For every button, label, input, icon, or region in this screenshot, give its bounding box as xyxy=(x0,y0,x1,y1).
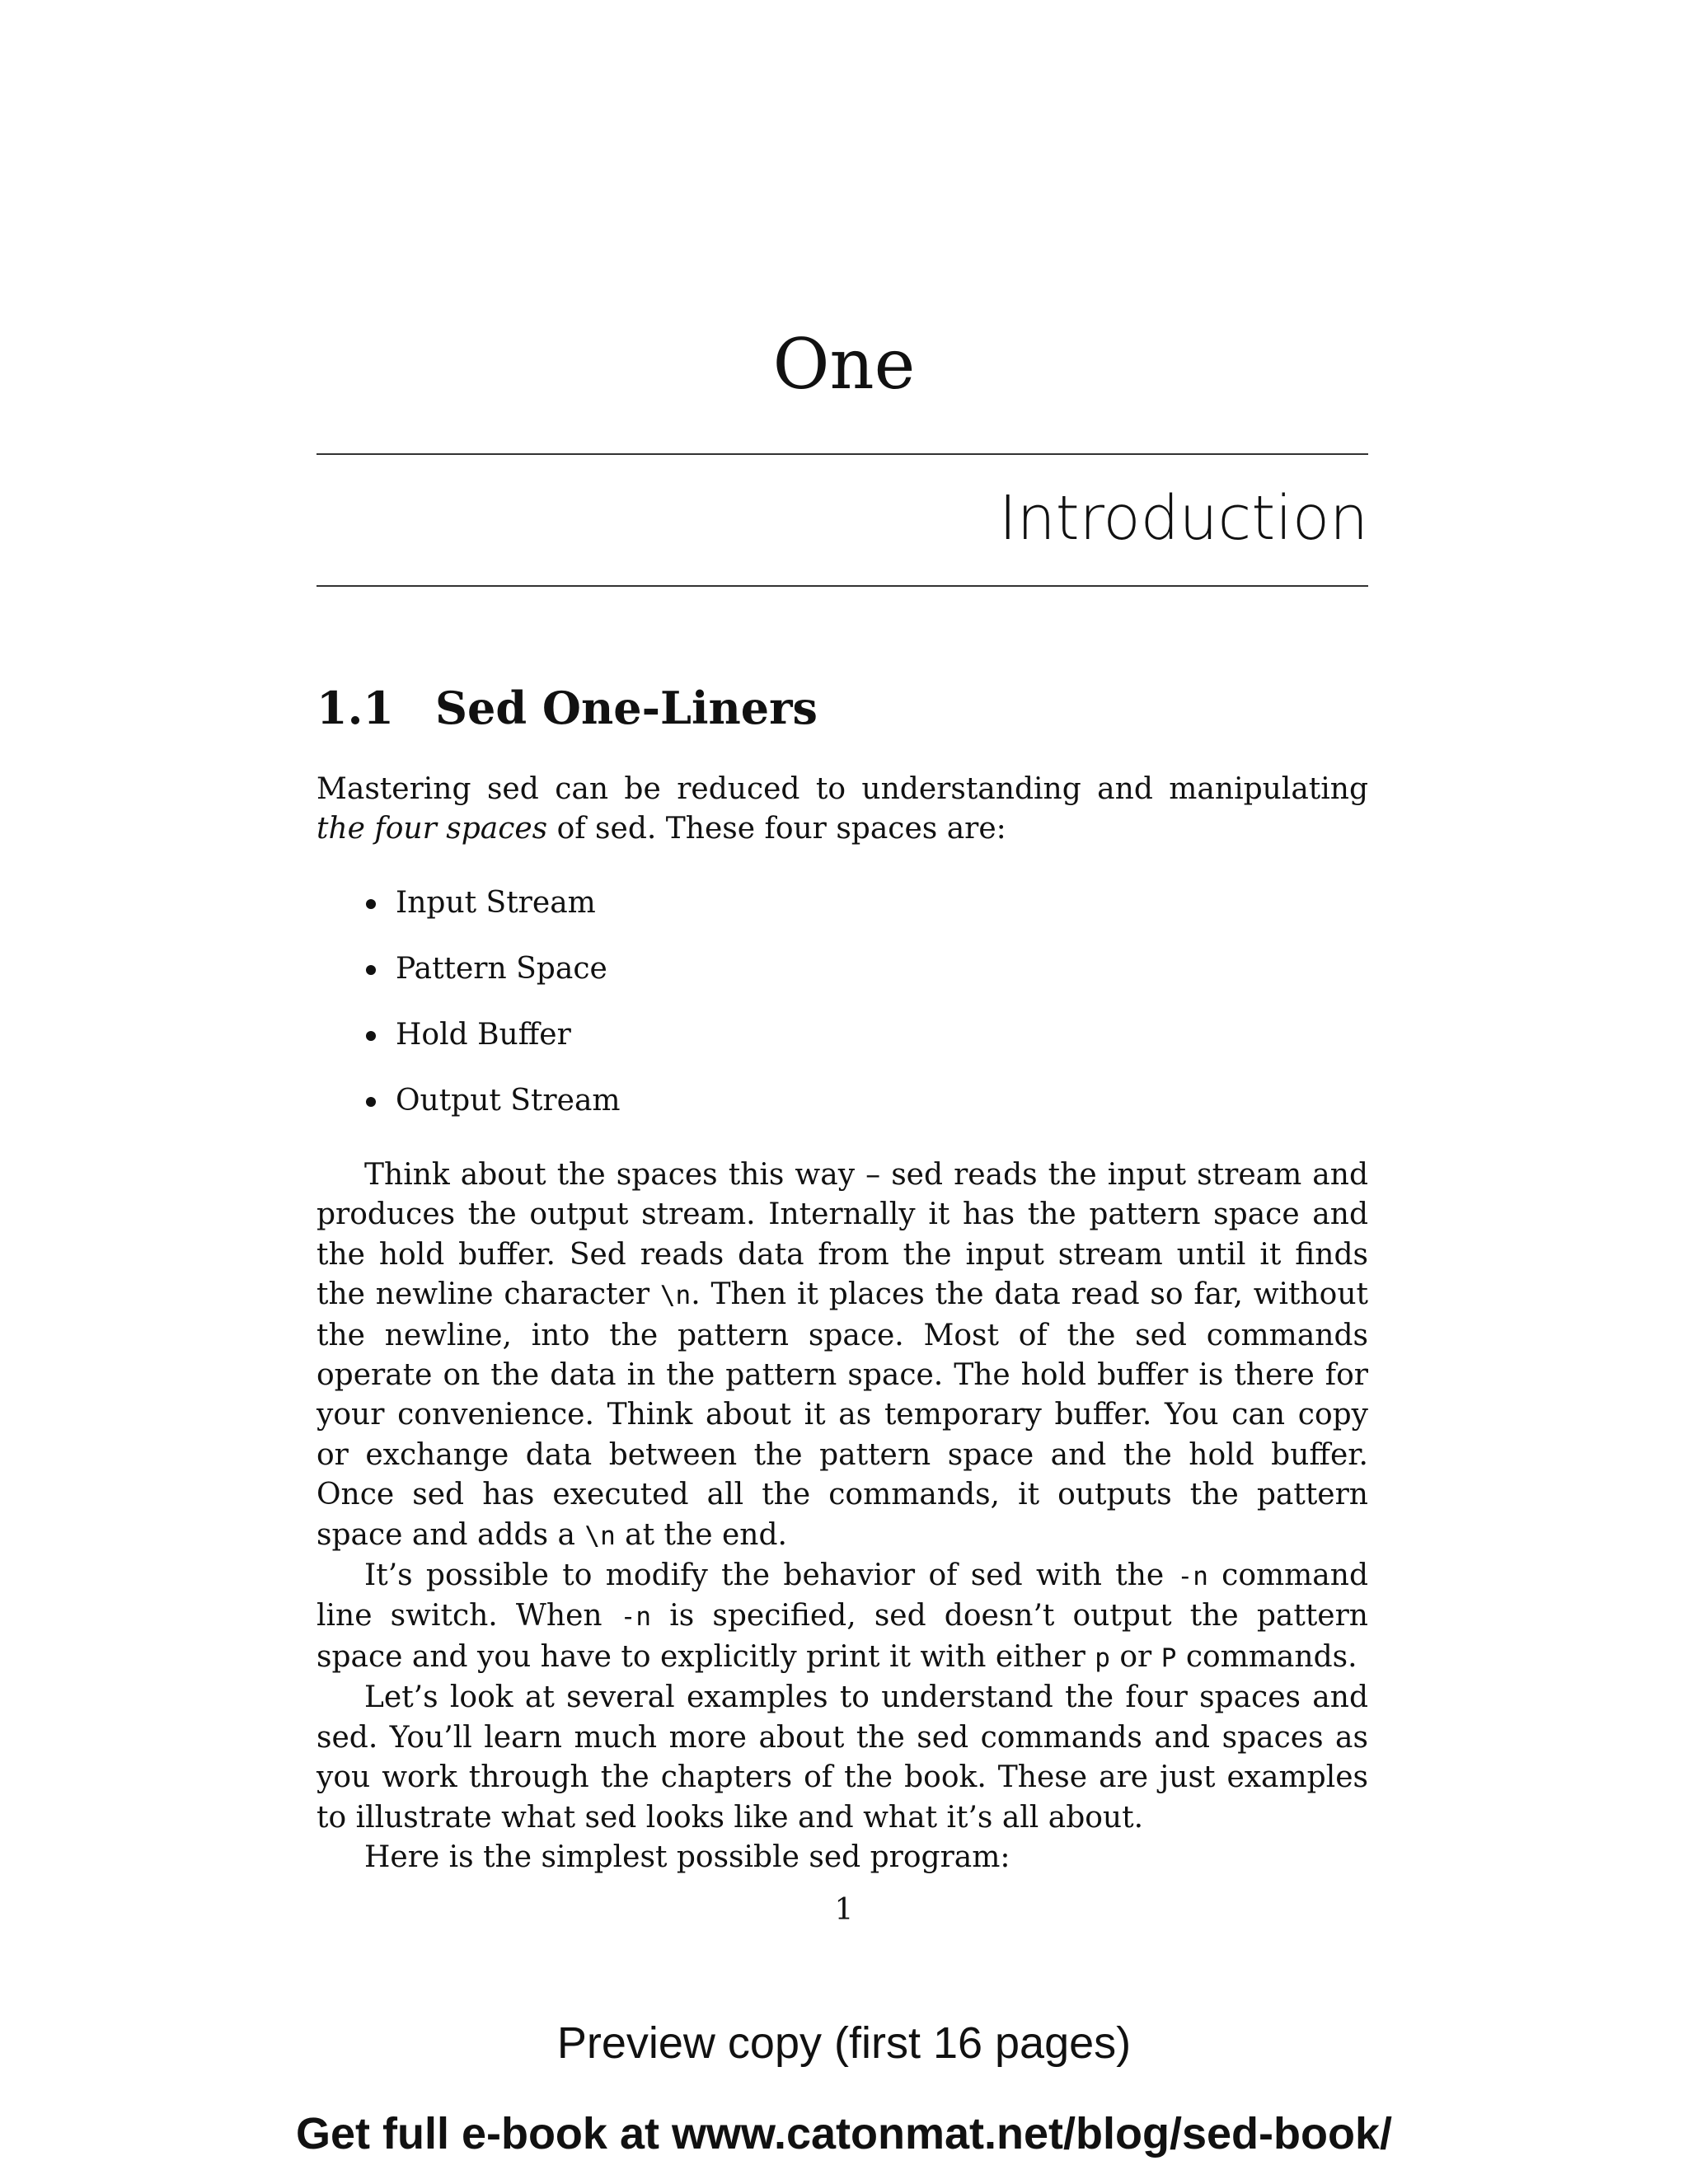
bullet-icon xyxy=(366,965,376,975)
inline-code: -n xyxy=(1177,1562,1208,1592)
chapter-rule-top xyxy=(316,453,1368,455)
bullet-icon xyxy=(366,899,376,909)
inline-code: -n xyxy=(620,1602,652,1633)
inline-code: \n xyxy=(584,1521,616,1551)
paragraph-switch xyxy=(316,1556,1368,1678)
paragraph-text: commands. xyxy=(1176,1639,1357,1674)
section-number: 1.1 xyxy=(316,682,394,734)
bullet-icon xyxy=(366,1031,376,1041)
ebook-link[interactable]: Get full e-book at www.catonmat.net/blog/sed-book/ xyxy=(295,2109,1393,2158)
preview-note: Preview copy (first 16 pages) xyxy=(556,2018,1132,2068)
paragraph-text: at the end. xyxy=(615,1517,787,1552)
list-item-label: Input Stream xyxy=(396,886,596,920)
section-heading xyxy=(316,682,818,734)
list-item-label: Hold Buffer xyxy=(396,1018,571,1052)
paragraph-text: or xyxy=(1109,1639,1161,1674)
section-title: Sed One-Liners xyxy=(435,682,818,734)
list-item xyxy=(316,883,1368,949)
paragraph-text: Think about the spaces this way – sed reads the input stream and produces the output stream. Internally it has the pattern space and the hold buffer. Sed reads data from the input stream until it finds the newline character xyxy=(316,1158,1368,1312)
list-item xyxy=(316,1081,1368,1147)
chapter-rule-bottom xyxy=(316,585,1368,587)
page-number: 1 xyxy=(834,1893,854,1927)
inline-code: P xyxy=(1160,1643,1177,1673)
paragraph-examples: Let’s look at several examples to understand the four spaces and sed. You’ll learn much more about the sed commands and spaces as you work through the chapters of the book. These are just examples to illustrate what sed looks like and what it’s all about. xyxy=(316,1680,1368,1835)
chapter-title: Introduction xyxy=(998,483,1368,554)
intro-paragraph xyxy=(316,770,1368,850)
paragraph-text: command line switch. When xyxy=(316,1558,1368,1633)
list-item xyxy=(316,1015,1368,1081)
paragraph-text: It’s possible to modify the behavior of sed with the xyxy=(364,1558,1178,1593)
inline-code: \n xyxy=(659,1281,692,1311)
list-item xyxy=(316,949,1368,1015)
intro-text: Mastering sed can be reduced to understanding and manipulating xyxy=(316,772,1368,806)
list-item-label: Pattern Space xyxy=(396,952,607,986)
paragraph-text: is specified, sed doesn’t output the pattern space and you have to explicitly print it with either xyxy=(316,1599,1368,1674)
paragraph-text: . Then it places the data read so far, without the newline, into the pattern space. Most of the sed commands operate on the data in the pattern space. The hold buffer is there for your convenience. Think about it as temporary buffer. You can copy or exchange data between the pattern space and the hold buffer. Once sed has executed all the commands, it outputs the pattern space and adds a xyxy=(316,1277,1369,1552)
paragraph-spaces xyxy=(316,1155,1368,1556)
chapter-number: One xyxy=(772,324,916,405)
body-text xyxy=(316,1155,1368,1877)
bullet-icon xyxy=(366,1097,376,1107)
inline-code: p xyxy=(1095,1643,1110,1673)
list-item-label: Output Stream xyxy=(396,1084,621,1118)
intro-emphasis: the four spaces xyxy=(316,812,548,846)
spaces-list xyxy=(316,883,1368,1147)
paragraph-simplest: Here is the simplest possible sed program: xyxy=(364,1840,1010,1874)
intro-text-end: of sed. These four spaces are: xyxy=(547,812,1006,846)
